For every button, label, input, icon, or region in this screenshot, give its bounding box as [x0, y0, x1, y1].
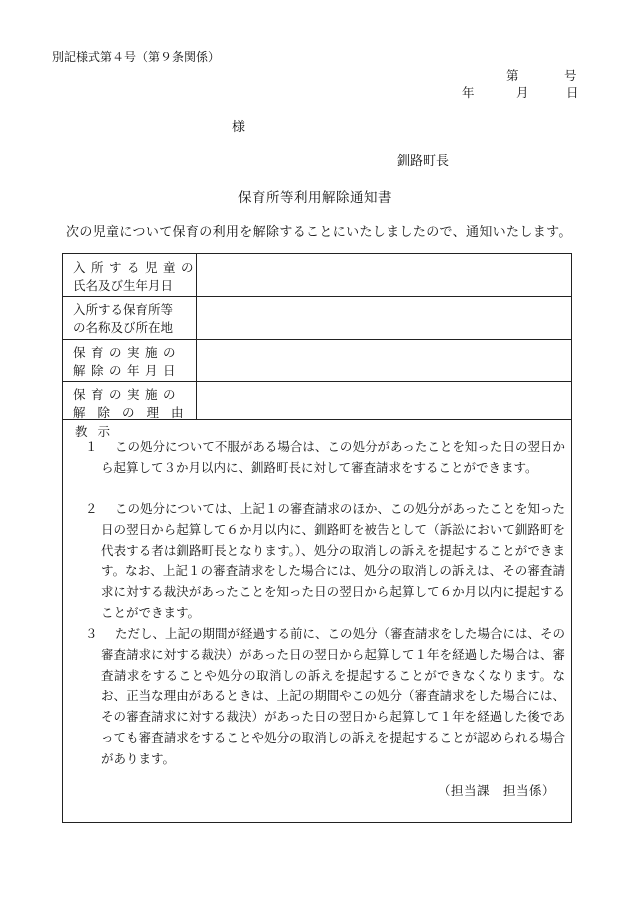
row-label-line2: の名称及び所在地: [73, 320, 174, 335]
intro-text: 次の児童について保育の利用を解除することにいたしましたので、通知いたします。: [66, 225, 572, 240]
note-number: ２: [85, 501, 98, 516]
row-label: [63, 381, 197, 419]
cancel-reason-field[interactable]: [197, 381, 571, 419]
row-label: [63, 254, 200, 296]
row-label-line1: 入所する保育所等: [73, 302, 174, 317]
issuer-name: 釧路町長: [397, 154, 450, 169]
note-item-1: [85, 437, 565, 500]
note-number: ３: [85, 626, 98, 641]
notes-heading: 教示: [75, 424, 121, 439]
number-suffix: 号: [564, 68, 577, 83]
table-row-cancel-reason: [63, 381, 571, 420]
note-item-3: [85, 624, 565, 774]
table-row-cancel-date: [63, 339, 571, 382]
note-number: １: [85, 439, 98, 454]
row-label-line1: 入所する児童の: [73, 260, 200, 275]
date-year: 年: [462, 85, 475, 100]
child-name-birthdate-field[interactable]: [197, 254, 571, 296]
row-label-line2: 解除の理由: [73, 405, 196, 420]
row-label-line1: 保育の実施の: [73, 387, 182, 402]
row-label: [63, 339, 197, 381]
document-title: 保育所等利用解除通知書: [238, 190, 392, 206]
row-label: [63, 296, 197, 339]
date-day: 日: [566, 85, 579, 100]
note-text: ただし、上記の期間が経過する前に、この処分（審査請求をした場合には、その審査請求に対する裁決）があった日の翌日から起算して１年を経過した場合は、審査請求をすることや処分の取消しの訴えを提起することができなくなります。なお、正当な理由があるときは、上記の期間やこの処分（審査請求をした場合には、その審査請求に対する裁決）があった日の翌日から起算して１年を経過した後であっても審査請求をすることや処分の取消しの訴えを提起することが認められる場合があります。: [101, 626, 566, 766]
contact-section: （担当課 担当係）: [437, 783, 555, 798]
note-text: この処分について不服がある場合は、この処分があったことを知った日の翌日から起算して３か月以内に、釧路町長に対して審査請求をすることができます。: [101, 439, 565, 475]
row-label-line2: 解除の年月日: [73, 363, 182, 378]
notice-table: [62, 253, 572, 823]
form-number-label: 別記様式第４号（第９条関係）: [52, 50, 221, 64]
cancel-date-field[interactable]: [197, 339, 571, 381]
row-label-line2: 氏名及び生年月日: [73, 278, 174, 293]
facility-name-address-field[interactable]: [197, 296, 571, 339]
note-item-2: [85, 499, 565, 625]
table-row-facility: [63, 296, 571, 340]
table-row-child-name: [63, 254, 571, 297]
row-label-line1: 保育の実施の: [73, 345, 182, 360]
addressee-suffix: 様: [232, 120, 246, 135]
date-month: 月: [516, 85, 529, 100]
number-prefix: 第: [506, 68, 519, 83]
note-text: この処分については、上記１の審査請求のほか、この処分があったことを知った日の翌日から起算して６か月以内に、釧路町を被告として（訴訟において釧路町を代表する者は釧路町長となります。）、処分の取消しの訴えを提起することができます。なお、上記１の審査請求をした場合には、処分の取消しの訴えは、その審査請求に対する裁決があったことを知った日の翌日から起算して６か月以内に提起することができます。: [101, 501, 565, 620]
